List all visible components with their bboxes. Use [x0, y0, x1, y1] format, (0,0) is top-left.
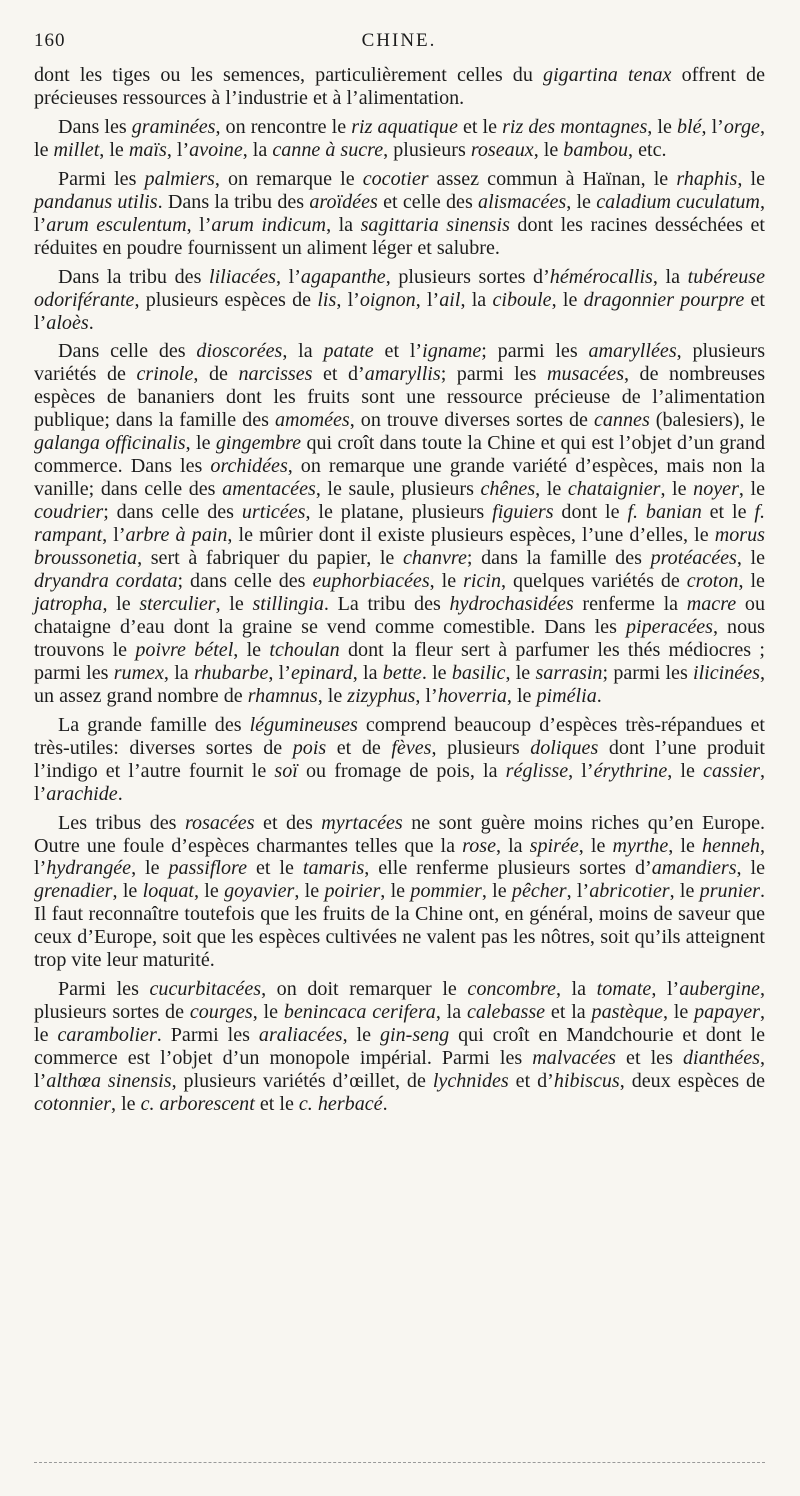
italic-term: agapanthe	[300, 265, 386, 288]
text-run: Dans celle des	[58, 340, 197, 363]
italic-term: amandiers	[651, 857, 737, 880]
italic-term: arum indicum	[211, 213, 327, 236]
text-run: et de	[326, 736, 392, 759]
text-run: .	[117, 782, 123, 805]
italic-term: riz aquatique	[351, 115, 458, 138]
text-run: , plusieurs	[383, 138, 471, 161]
italic-term: pois	[292, 736, 327, 759]
page-number: 160	[34, 30, 66, 51]
text-run: , le	[566, 190, 597, 213]
text-run: , de nombreuses espèces de bananiers dont les fruits sont une ressource précieuse de l’alimentation publique; dans la famille des	[34, 363, 766, 432]
text-run: , un assez grand nombre de	[34, 661, 765, 707]
text-run: , plusieurs sortes de	[34, 978, 765, 1024]
text-run: , deux espèces de	[619, 1070, 765, 1093]
italic-term: euphorbiacées	[312, 570, 430, 593]
italic-term: c. arborescent	[140, 1092, 255, 1115]
italic-term: cocotier	[362, 167, 429, 190]
text-run: , l’	[166, 138, 190, 161]
text-run: , le	[505, 661, 536, 684]
italic-term: hémérocallis	[549, 265, 653, 288]
italic-term: basilic	[451, 661, 506, 684]
text-run: , le	[34, 1001, 765, 1047]
italic-term: jatropha	[34, 592, 103, 615]
italic-term: f. rampant	[34, 501, 766, 547]
italic-term: rosacées	[184, 811, 255, 834]
italic-term: piperacées	[625, 615, 713, 638]
italic-term: doliques	[530, 736, 599, 759]
italic-term: galanga officinalis	[34, 432, 186, 455]
text-run: . Parmi les	[156, 1024, 259, 1047]
text-run: , l’	[268, 661, 291, 684]
italic-term: aroïdées	[309, 190, 378, 213]
italic-term: chênes	[480, 478, 536, 501]
paragraph	[34, 168, 765, 260]
text-run: , on remarque une grande variété d’espèces, mais non la vanille; dans celle des	[34, 455, 765, 501]
italic-term: araliacées	[258, 1024, 343, 1047]
italic-term: gigartina tenax	[543, 64, 672, 86]
text-run: Dans les	[58, 115, 132, 138]
italic-term: f. banian	[627, 501, 702, 524]
italic-term: dioscorées	[196, 340, 283, 363]
text-run: ; dans celle des	[177, 570, 313, 593]
italic-term: myrthe	[612, 834, 669, 857]
text-run: , le	[533, 138, 564, 161]
italic-term: pommier	[410, 880, 482, 903]
italic-term: urticées	[241, 501, 306, 524]
italic-term: grenadier	[34, 880, 113, 903]
body-text	[34, 64, 765, 1122]
italic-term: goyavier	[224, 880, 295, 903]
text-run: et le	[701, 501, 755, 524]
text-run: , la	[460, 288, 493, 311]
italic-term: dragonnier pourpre	[583, 288, 745, 311]
text-run: , etc.	[628, 138, 667, 161]
text-run: ; dans la famille des	[466, 547, 651, 570]
italic-term: cannes	[593, 409, 650, 432]
italic-term: poivre bétel	[135, 638, 234, 661]
text-run: , le	[578, 834, 613, 857]
text-run: ; parmi les	[602, 661, 694, 684]
text-run: dont les tiges ou les semences, particulièrement celles du	[34, 64, 544, 86]
italic-term: papayer	[694, 1001, 760, 1024]
text-run: , le	[131, 857, 169, 880]
italic-term: bette	[382, 661, 422, 684]
text-run: , le	[738, 570, 765, 593]
italic-term: althœa sinensis	[46, 1070, 172, 1093]
text-run: , l’	[566, 880, 590, 903]
text-run: et le	[247, 857, 303, 880]
italic-term: spirée	[529, 834, 579, 857]
text-run: , le	[102, 592, 140, 615]
text-run: assez commun à Haïnan, le	[428, 167, 677, 190]
text-run: , la	[496, 834, 530, 857]
text-run: , on trouve diverses sortes de	[349, 409, 594, 432]
text-run: , le	[34, 115, 765, 161]
text-run: , l’	[568, 759, 594, 782]
text-run: , de	[193, 363, 239, 386]
paragraph	[34, 714, 765, 806]
text-run: , plusieurs	[431, 736, 531, 759]
text-run: , le	[215, 592, 253, 615]
text-run: et d’	[508, 1070, 554, 1093]
italic-term: arum esculentum	[46, 213, 187, 236]
italic-term: bambou	[563, 138, 629, 161]
text-run: , le	[647, 115, 677, 138]
italic-term: narcisses	[238, 363, 313, 386]
italic-term: macre	[686, 592, 737, 615]
text-run: , le platane, plusieurs	[305, 501, 493, 524]
text-run: , l’	[102, 524, 126, 547]
text-run: , le saule, plusieurs	[315, 478, 481, 501]
italic-term: réglisse	[505, 759, 569, 782]
italic-term: noyer	[693, 478, 739, 501]
text-run: renferme la	[573, 592, 687, 615]
text-run: et les	[615, 1047, 683, 1070]
italic-term: ail	[439, 288, 461, 311]
text-run: ; dans celle des	[103, 501, 242, 524]
text-run: , l’	[275, 265, 301, 288]
italic-term: protéacées	[650, 547, 737, 570]
text-run: , l’	[34, 834, 765, 880]
italic-term: sterculier	[139, 592, 216, 615]
italic-term: hydrangée	[46, 857, 132, 880]
italic-term: aubergine	[679, 978, 760, 1001]
italic-term: concombre	[467, 978, 556, 1001]
italic-term: benincaca cerifera	[283, 1001, 436, 1024]
text-run: , l’	[34, 759, 765, 805]
paragraph	[34, 266, 765, 335]
italic-term: rhamnus	[247, 684, 318, 707]
text-run: , le	[481, 880, 512, 903]
italic-term: avoine	[189, 138, 243, 161]
italic-term: tomate	[596, 978, 652, 1001]
text-run: , la	[555, 978, 597, 1001]
text-run: , le	[99, 138, 129, 161]
text-run: et la	[545, 1001, 592, 1024]
italic-term: abricotier	[589, 880, 670, 903]
italic-term: figuiers	[492, 501, 554, 524]
text-run: offrent de précieuses ressources à l’industrie et à l’alimentation.	[34, 64, 766, 109]
italic-term: rose	[462, 834, 496, 857]
italic-term: musacées	[547, 363, 625, 386]
italic-term: c. herbacé	[298, 1092, 383, 1115]
italic-term: cassier	[703, 759, 760, 782]
italic-term: poirier	[324, 880, 381, 903]
italic-term: roseaux	[470, 138, 534, 161]
text-run: , la	[435, 1001, 467, 1024]
text-run: .	[382, 1092, 388, 1115]
italic-term: dianthées	[682, 1047, 760, 1070]
italic-term: crinole	[136, 363, 194, 386]
italic-term: arachide	[46, 782, 118, 805]
text-run: et l’	[34, 288, 766, 334]
text-run: , on remarque le	[214, 167, 363, 190]
text-run: , quelques variétés de	[501, 570, 687, 593]
text-run: , le	[342, 1024, 380, 1047]
italic-term: hoverria	[437, 684, 507, 707]
text-run: qui croît dans toute la Chine et qui est l’objet d’un grand commerce. Dans les	[34, 432, 765, 478]
text-run: , le	[185, 432, 216, 455]
text-run: , la	[352, 661, 383, 684]
text-run: .	[596, 684, 602, 707]
italic-term: oignon	[359, 288, 416, 311]
italic-term: dryandra cordata	[34, 570, 178, 593]
italic-term: calebasse	[466, 1001, 546, 1024]
text-run: , l’	[186, 213, 212, 236]
text-run: , le	[233, 638, 270, 661]
text-run: , sert à fabriquer du papier, le	[137, 547, 403, 570]
text-run: qui croît en Mandchourie et dont le commerce est l’objet d’un monopole impérial. Parmi les	[34, 1024, 765, 1070]
text-run: . le	[421, 661, 452, 684]
text-run: , le	[506, 684, 537, 707]
paragraph	[34, 978, 765, 1116]
italic-term: ilicinées	[693, 661, 760, 684]
italic-term: millet	[53, 138, 100, 161]
text-run: , plusieurs espèces de	[134, 288, 318, 311]
italic-term: cucurbitacées	[149, 978, 262, 1001]
italic-term: arbre à pain	[125, 524, 228, 547]
text-run: , la	[242, 138, 273, 161]
text-run: La grande famille des	[58, 713, 250, 736]
paragraph	[34, 116, 765, 162]
text-run: , on doit remarquer le	[261, 978, 468, 1001]
italic-term: rumex	[113, 661, 164, 684]
text-run: dont la fleur sert à parfumer les thés médiocres ; parmi les	[34, 638, 765, 684]
text-run: , le	[429, 570, 464, 593]
text-run: , l’	[415, 684, 438, 707]
italic-term: myrtacées	[321, 811, 403, 834]
text-run: , le	[294, 880, 325, 903]
text-run: , le	[252, 1001, 284, 1024]
italic-term: aloès	[46, 311, 89, 334]
text-run: , le	[551, 288, 584, 311]
italic-term: cotonnier	[34, 1092, 112, 1115]
italic-term: tchoulan	[269, 638, 340, 661]
page-header	[34, 30, 764, 58]
italic-term: rhubarbe	[193, 661, 269, 684]
text-run: ; parmi les	[440, 363, 548, 386]
italic-term: epinard	[290, 661, 353, 684]
text-run: , le	[111, 1092, 141, 1115]
italic-term: légumineuses	[249, 713, 358, 736]
text-run: , le	[737, 167, 765, 190]
text-run: , la	[282, 340, 324, 363]
text-run: dont l’une produit l’indigo et l’autre fournit le	[34, 736, 765, 782]
italic-term: loquat	[142, 880, 194, 903]
italic-term: chanvre	[402, 547, 467, 570]
text-run: , l’	[336, 288, 360, 311]
text-run: et l’	[373, 340, 423, 363]
italic-term: blé	[676, 115, 702, 138]
text-run: , l’	[415, 288, 440, 311]
italic-term: orge	[723, 115, 760, 138]
italic-term: tubéreuse odoriférante	[34, 265, 765, 311]
text-run: et des	[254, 811, 322, 834]
italic-term: tamaris	[302, 857, 365, 880]
italic-term: sagittaria sinensis	[360, 213, 510, 236]
text-run: et celle des	[377, 190, 479, 213]
italic-term: lychnides	[432, 1070, 509, 1093]
text-run: , l’	[651, 978, 680, 1001]
text-run: , la	[163, 661, 194, 684]
text-run: , le	[736, 547, 765, 570]
text-run: ou fromage de pois, la	[297, 759, 506, 782]
text-run: , nous trouvons le	[34, 615, 765, 661]
text-run: , l’	[701, 115, 724, 138]
italic-term: prunier	[699, 880, 760, 903]
text-run: , le	[669, 880, 700, 903]
italic-term: sarrasin	[535, 661, 603, 684]
text-run: , plusieurs sortes d’	[385, 265, 550, 288]
text-run: Les tribus des	[58, 811, 185, 834]
italic-term: soï	[274, 759, 298, 782]
text-run: , la	[652, 265, 688, 288]
italic-term: amomées	[274, 409, 350, 432]
italic-term: coudrier	[34, 501, 104, 524]
text-run: ne sont guère moins riches qu’en Europe. Outre une foule d’espèces charmantes telles que la	[34, 811, 766, 857]
text-run: , l’	[34, 190, 765, 236]
italic-term: amentacées	[222, 478, 316, 501]
text-run: , plusieurs variétés d’œillet, de	[171, 1070, 433, 1093]
paragraph	[34, 64, 765, 110]
italic-term: palmiers	[144, 167, 215, 190]
text-run: . Dans la tribu des	[157, 190, 310, 213]
text-run: . Il faut reconnaître toutefois que les fruits de la Chine ont, en général, moins de saveur que ceux d’Europe, soit que les espèces cultivées ne valent pas les nôtres, soit qu’ils atteignent trop vite leur maturité.	[34, 880, 765, 972]
text-run: dont le	[553, 501, 628, 524]
italic-term: pandanus utilis	[34, 190, 158, 213]
text-run: , le	[193, 880, 225, 903]
italic-term: croton	[686, 570, 739, 593]
paragraph	[34, 812, 765, 973]
italic-term: gingembre	[215, 432, 302, 455]
text-run: , le	[317, 684, 348, 707]
italic-term: maïs	[128, 138, 167, 161]
text-run: , le mûrier dont il existe plusieurs espèces, l’une d’elles, le	[227, 524, 715, 547]
text-run: Dans la tribu des	[58, 265, 210, 288]
italic-term: courges	[189, 1001, 253, 1024]
paragraph	[34, 340, 765, 707]
text-run: , le	[535, 478, 568, 501]
text-run: ou chataigne d’eau dont la graine se vend comme comestible. Dans les	[34, 592, 765, 638]
text-run: , le	[380, 880, 411, 903]
italic-term: fèves	[391, 736, 432, 759]
italic-term: stillingia	[252, 592, 324, 615]
italic-term: orchidées	[210, 455, 288, 478]
text-run: , le	[660, 478, 694, 501]
text-run: , plusieurs variétés de	[34, 340, 766, 386]
text-run: , elle renferme plusieurs sortes d’	[364, 857, 652, 880]
text-run: dont les racines desséchées et réduites en poudre fournissent un aliment léger et salubre.	[34, 213, 765, 259]
text-run: ; parmi les	[481, 340, 589, 363]
italic-term: pêcher	[511, 880, 567, 903]
italic-term: amaryllées	[588, 340, 677, 363]
italic-term: caladium cuculatum	[596, 190, 760, 213]
italic-term: canne à sucre	[272, 138, 384, 161]
text-run: comprend beaucoup d’espèces très-répandues et très-utiles: diverses sortes de	[34, 713, 765, 759]
italic-term: malvacées	[532, 1047, 616, 1070]
italic-term: gin-seng	[379, 1024, 450, 1047]
text-run: , la	[326, 213, 361, 236]
text-run: , l’	[34, 1047, 765, 1093]
text-run: , le	[668, 834, 702, 857]
text-run: , on rencontre le	[215, 115, 352, 138]
italic-term: igname	[422, 340, 482, 363]
italic-term: rhaphis	[676, 167, 738, 190]
italic-term: liliacées	[209, 265, 276, 288]
italic-term: pastèque	[591, 1001, 663, 1024]
italic-term: zizyphus	[347, 684, 416, 707]
italic-term: ricin	[463, 570, 502, 593]
italic-term: amaryllis	[364, 363, 441, 386]
italic-term: ciboule	[492, 288, 552, 311]
text-run: (balesiers), le	[649, 409, 766, 432]
text-run: et d’	[312, 363, 365, 386]
text-run: , le	[736, 857, 765, 880]
italic-term: pimélia	[536, 684, 597, 707]
text-run: , le	[662, 1001, 695, 1024]
text-run: Parmi les	[58, 978, 150, 1001]
text-run: , le	[738, 478, 765, 501]
italic-term: patate	[323, 340, 374, 363]
footer-rule	[34, 1462, 765, 1463]
italic-term: passiflore	[168, 857, 248, 880]
text-run: .	[88, 311, 94, 334]
text-run: , le	[112, 880, 143, 903]
italic-term: alismacées	[478, 190, 567, 213]
italic-term: morus broussonetia	[34, 524, 765, 570]
text-run: . La tribu des	[323, 592, 450, 615]
italic-term: lis	[317, 288, 337, 311]
italic-term: chataignier	[567, 478, 661, 501]
italic-term: carambolier	[57, 1024, 157, 1047]
text-run: et le	[457, 115, 503, 138]
italic-term: graminées	[131, 115, 216, 138]
text-run: et le	[254, 1092, 299, 1115]
italic-term: hydrochasidées	[449, 592, 574, 615]
italic-term: hibiscus	[553, 1070, 620, 1093]
text-run: Parmi les	[58, 167, 145, 190]
running-head: CHINE.	[361, 30, 437, 51]
italic-term: henneh	[701, 834, 760, 857]
italic-term: érythrine	[593, 759, 668, 782]
text-run: , le	[667, 759, 704, 782]
italic-term: riz des montagnes	[502, 115, 648, 138]
